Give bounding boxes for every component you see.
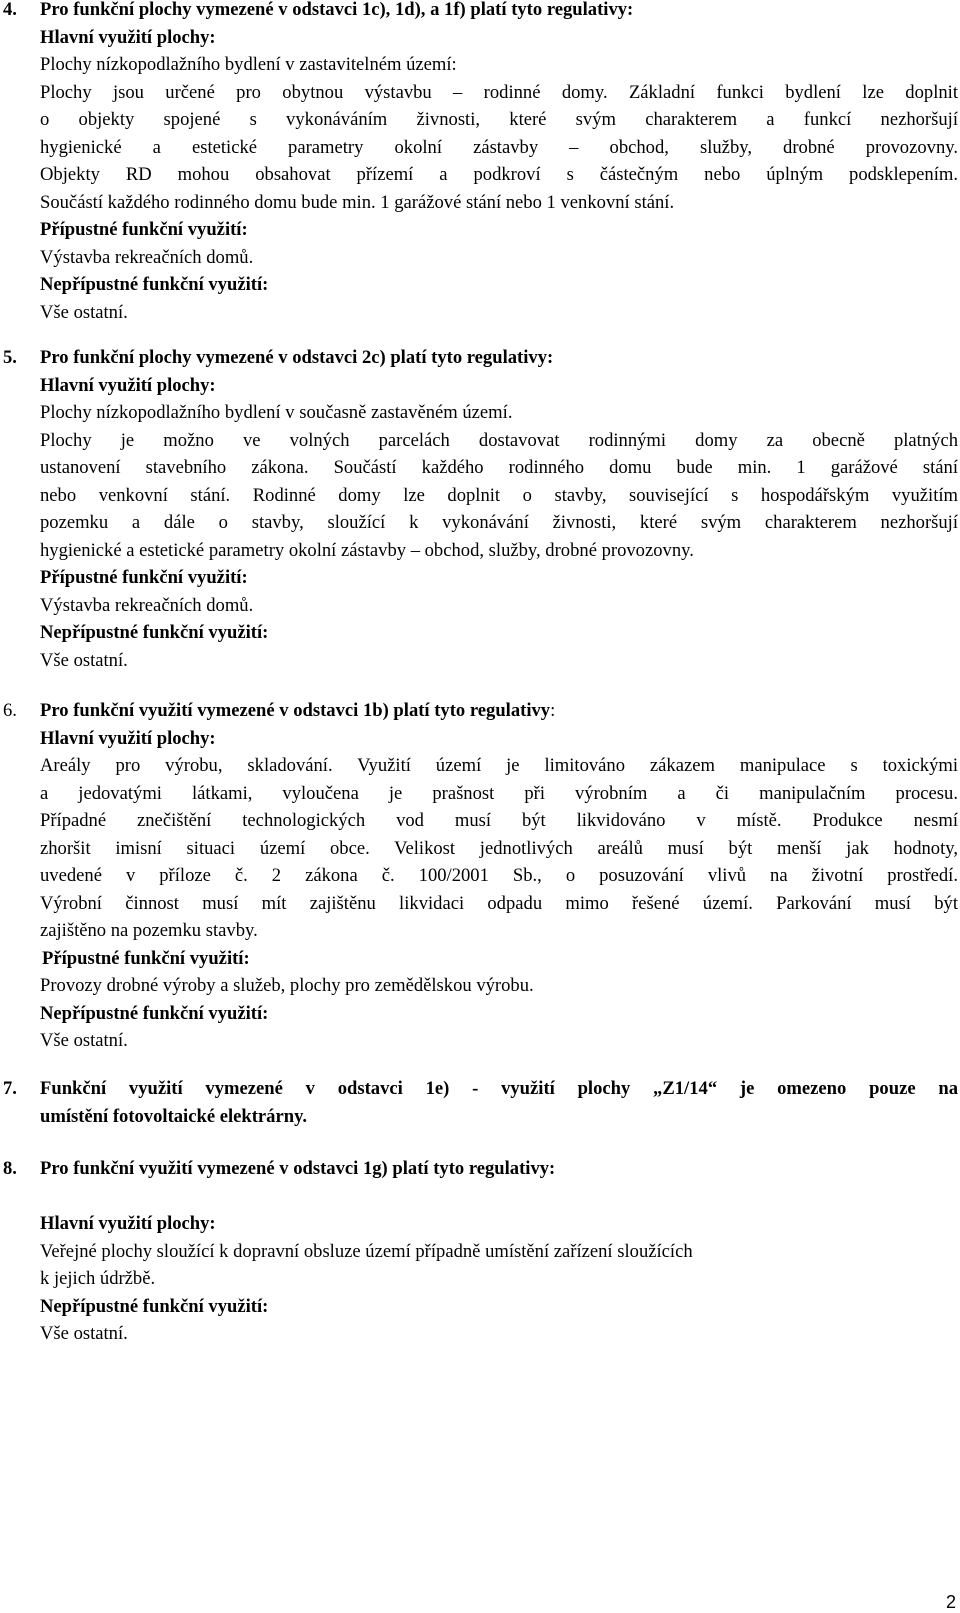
forbidden-use-label: Nepřípustné funkční využití:	[40, 274, 269, 295]
section-number: 4.	[3, 0, 17, 20]
permitted-use-label: Přípustné funkční využití:	[40, 219, 248, 240]
main-use-line: Výrobní činnost musí mít zajištěnu likvidaci odpadu mimo řešené území. Parkování musí být	[40, 892, 958, 914]
main-use-line: ustanovení stavebního zákona. Součástí každého rodinného domu bude min. 1 garážové stání	[40, 457, 958, 478]
forbidden-use-label: Nepřípustné funkční využití:	[40, 622, 269, 643]
permitted-use-text: Provozy drobné výroby a služeb, plochy pro zemědělskou výrobu.	[40, 975, 534, 996]
forbidden-use-text: Vše ostatní.	[40, 1030, 128, 1051]
forbidden-use-text: Vše ostatní.	[40, 301, 128, 323]
main-use-label: Hlavní využití plochy:	[40, 374, 216, 396]
main-use-line: a jedovatými látkami, vyloučena je prašnost při výrobním a či manipulačním procesu.	[40, 782, 958, 804]
section-number: 8.	[3, 1158, 17, 1179]
main-use-line: zajištěno na pozemku stavby.	[40, 920, 258, 941]
section-heading: Pro funkční využití vymezené v odstavci 1g) platí tyto regulativy:	[40, 1158, 556, 1179]
main-use-line: k jejich údržbě.	[40, 1268, 156, 1289]
section-heading-row	[40, 697, 958, 725]
section-body	[40, 697, 958, 1055]
section-heading: Pro funkční využití vymezené v odstavci 1b) platí tyto regulativy	[40, 700, 551, 721]
forbidden-use-text: Vše ostatní.	[40, 649, 128, 671]
main-use-line: Veřejné plochy sloužící k dopravní obsluze území případně umístění zařízení sloužících	[40, 1240, 693, 1262]
main-use-line: hygienické a estetické parametry okolní zástavby – obchod, služby, drobné provozovny.	[40, 136, 958, 158]
main-use-line: zhoršit imisní situaci území obce. Velikost jednotlivých areálů musí být menší jak hodnoty,	[40, 837, 958, 859]
main-use-line: Plochy je možno ve volných parcelách dostavovat rodinnými domy za obecně platných	[40, 429, 958, 451]
main-use-line: hygienické a estetické parametry okolní zástavby – obchod, služby, drobné provozovny.	[40, 539, 694, 561]
section-heading: Pro funkční plochy vymezené v odstavci 2c) platí tyto regulativy:	[40, 347, 554, 368]
main-use-label: Hlavní využití plochy:	[40, 727, 216, 749]
forbidden-use-text: Vše ostatní.	[40, 1323, 128, 1344]
main-use-line: nebo venkovní stání. Rodinné domy lze doplnit o stavby, související s hospodářským využitím	[40, 484, 958, 506]
main-use-line: Plochy nízkopodlažního bydlení v zastavitelném území:	[40, 54, 457, 75]
main-use-line: Objekty RD mohou obsahovat přízemí a podkroví s částečným nebo úplným podsklepením.	[40, 164, 958, 185]
forbidden-use-label: Nepřípustné funkční využití:	[40, 1002, 269, 1024]
page-number: 2	[945, 1592, 956, 1612]
section-heading-line: Funkční využití vymezené v odstavci 1e) - využití plochy „Z1/14“ je omezeno pouze na	[40, 1078, 958, 1099]
section-number: 5.	[3, 347, 17, 368]
section-body	[40, 1155, 958, 1348]
main-use-line: Plochy nízkopodlažního bydlení v současně zastavěném území.	[40, 402, 513, 423]
main-use-line: Součástí každého rodinného domu bude min. 1 garážové stání nebo 1 venkovní stání.	[40, 191, 675, 213]
forbidden-use-label: Nepřípustné funkční využití:	[40, 1295, 269, 1317]
section-number: 6.	[3, 700, 17, 721]
main-use-line: Případné znečištění technologických vod musí být likvidováno v místě. Produkce nesmí	[40, 810, 958, 831]
main-use-line: Areály pro výrobu, skladování. Využití území je limitováno zákazem manipulace s toxickými	[40, 755, 958, 776]
section-heading-line: umístění fotovoltaické elektrárny.	[40, 1105, 307, 1127]
main-use-line: uvedené v příloze č. 2 zákona č. 100/2001 Sb., o posuzování vlivů na životní prostředí.	[40, 865, 958, 886]
main-use-label: Hlavní využití plochy:	[40, 26, 216, 48]
permitted-use-text: Výstavba rekreačních domů.	[40, 246, 254, 268]
section-body	[40, 0, 958, 326]
section-heading-suffix: :	[550, 700, 556, 721]
permitted-use-text: Výstavba rekreačních domů.	[40, 594, 254, 616]
section-body	[40, 344, 958, 674]
main-use-label: Hlavní využití plochy:	[40, 1213, 216, 1234]
permitted-use-label: Přípustné funkční využití:	[42, 947, 250, 969]
main-use-line: o objekty spojené s vykonáváním živnosti, které svým charakterem a funkcí nezhoršují	[40, 109, 958, 130]
main-use-line: Plochy jsou určené pro obytnou výstavbu – rodinné domy. Základní funkci bydlení lze doplnit	[40, 81, 958, 103]
section-heading: Pro funkční plochy vymezené v odstavci 1c), 1d), a 1f) platí tyto regulativy:	[40, 0, 634, 20]
section-body	[40, 1075, 958, 1130]
section-number: 7.	[3, 1078, 17, 1099]
main-use-line: pozemku a dále o stavby, sloužící k vykonávání živnosti, které svým charakterem nezhoršují	[40, 512, 958, 533]
permitted-use-label: Přípustné funkční využití:	[40, 567, 248, 588]
spacer	[40, 1183, 958, 1211]
